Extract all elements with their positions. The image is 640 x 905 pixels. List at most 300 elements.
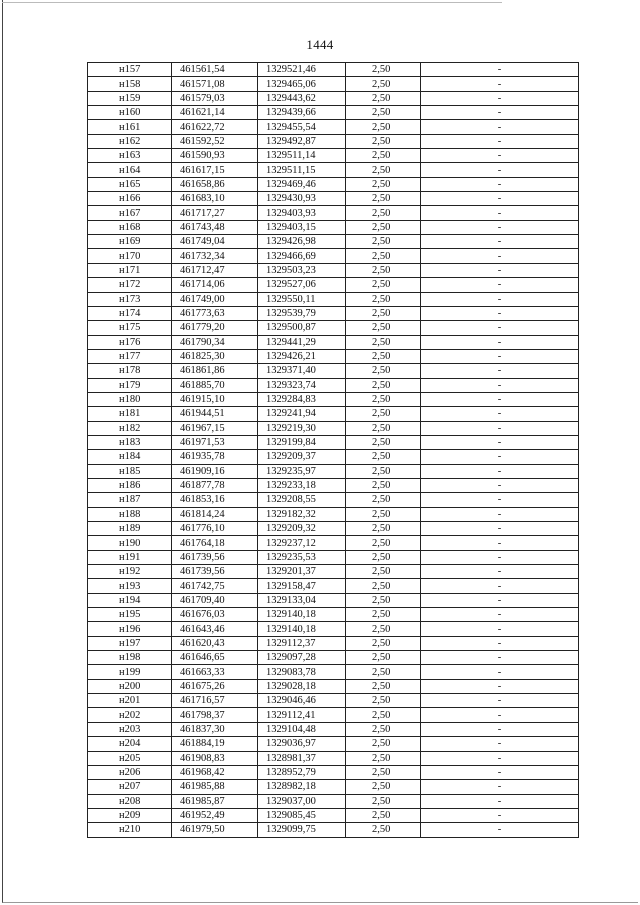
note-cell: - bbox=[421, 794, 579, 808]
note-cell: - bbox=[421, 335, 579, 349]
point-id-cell: н157 bbox=[88, 63, 172, 77]
x-coordinate-cell: 461944,51 bbox=[172, 407, 258, 421]
y-coordinate-cell: 1329046,46 bbox=[258, 694, 346, 708]
point-id-cell: н210 bbox=[88, 823, 172, 837]
point-id-cell: н171 bbox=[88, 263, 172, 277]
point-id-cell: н194 bbox=[88, 593, 172, 607]
point-id-cell: н197 bbox=[88, 636, 172, 650]
note-cell: - bbox=[421, 608, 579, 622]
table-row bbox=[88, 435, 579, 449]
y-coordinate-cell: 1329371,40 bbox=[258, 364, 346, 378]
y-coordinate-cell: 1329037,00 bbox=[258, 794, 346, 808]
note-cell: - bbox=[421, 407, 579, 421]
note-cell: - bbox=[421, 149, 579, 163]
table-row bbox=[88, 120, 579, 134]
point-id-cell: н209 bbox=[88, 808, 172, 822]
note-cell: - bbox=[421, 765, 579, 779]
x-coordinate-cell: 461909,16 bbox=[172, 464, 258, 478]
accuracy-cell: 2,50 bbox=[346, 794, 421, 808]
x-coordinate-cell: 461908,83 bbox=[172, 751, 258, 765]
point-id-cell: н198 bbox=[88, 651, 172, 665]
accuracy-cell: 2,50 bbox=[346, 593, 421, 607]
accuracy-cell: 2,50 bbox=[346, 565, 421, 579]
table-row bbox=[88, 694, 579, 708]
note-cell: - bbox=[421, 206, 579, 220]
accuracy-cell: 2,50 bbox=[346, 808, 421, 822]
accuracy-cell: 2,50 bbox=[346, 206, 421, 220]
note-cell: - bbox=[421, 651, 579, 665]
y-coordinate-cell: 1329208,55 bbox=[258, 493, 346, 507]
table-row bbox=[88, 335, 579, 349]
accuracy-cell: 2,50 bbox=[346, 679, 421, 693]
point-id-cell: н173 bbox=[88, 292, 172, 306]
x-coordinate-cell: 461884,19 bbox=[172, 737, 258, 751]
point-id-cell: н183 bbox=[88, 435, 172, 449]
y-coordinate-cell: 1329455,54 bbox=[258, 120, 346, 134]
accuracy-cell: 2,50 bbox=[346, 651, 421, 665]
x-coordinate-cell: 461622,72 bbox=[172, 120, 258, 134]
x-coordinate-cell: 461663,33 bbox=[172, 665, 258, 679]
point-id-cell: н175 bbox=[88, 321, 172, 335]
x-coordinate-cell: 461985,87 bbox=[172, 794, 258, 808]
accuracy-cell: 2,50 bbox=[346, 306, 421, 320]
point-id-cell: н202 bbox=[88, 708, 172, 722]
accuracy-cell: 2,50 bbox=[346, 249, 421, 263]
note-cell: - bbox=[421, 665, 579, 679]
accuracy-cell: 2,50 bbox=[346, 392, 421, 406]
note-cell: - bbox=[421, 450, 579, 464]
accuracy-cell: 2,50 bbox=[346, 708, 421, 722]
point-id-cell: н192 bbox=[88, 565, 172, 579]
x-coordinate-cell: 461935,78 bbox=[172, 450, 258, 464]
accuracy-cell: 2,50 bbox=[346, 91, 421, 105]
table-row bbox=[88, 622, 579, 636]
point-id-cell: н167 bbox=[88, 206, 172, 220]
point-id-cell: н176 bbox=[88, 335, 172, 349]
y-coordinate-cell: 1329284,83 bbox=[258, 392, 346, 406]
y-coordinate-cell: 1329219,30 bbox=[258, 421, 346, 435]
y-coordinate-cell: 1329500,87 bbox=[258, 321, 346, 335]
accuracy-cell: 2,50 bbox=[346, 63, 421, 77]
x-coordinate-cell: 461776,10 bbox=[172, 522, 258, 536]
accuracy-cell: 2,50 bbox=[346, 622, 421, 636]
accuracy-cell: 2,50 bbox=[346, 536, 421, 550]
table-row bbox=[88, 106, 579, 120]
accuracy-cell: 2,50 bbox=[346, 450, 421, 464]
accuracy-cell: 2,50 bbox=[346, 435, 421, 449]
table-row bbox=[88, 77, 579, 91]
note-cell: - bbox=[421, 192, 579, 206]
accuracy-cell: 2,50 bbox=[346, 694, 421, 708]
note-cell: - bbox=[421, 249, 579, 263]
point-id-cell: н203 bbox=[88, 722, 172, 736]
table-row bbox=[88, 593, 579, 607]
accuracy-cell: 2,50 bbox=[346, 349, 421, 363]
table-row bbox=[88, 708, 579, 722]
y-coordinate-cell: 1329511,15 bbox=[258, 163, 346, 177]
note-cell: - bbox=[421, 737, 579, 751]
x-coordinate-cell: 461712,47 bbox=[172, 263, 258, 277]
x-coordinate-cell: 461915,10 bbox=[172, 392, 258, 406]
x-coordinate-cell: 461853,16 bbox=[172, 493, 258, 507]
table-row bbox=[88, 192, 579, 206]
table-row bbox=[88, 278, 579, 292]
page-number: 1444 bbox=[306, 37, 334, 52]
point-id-cell: н158 bbox=[88, 77, 172, 91]
note-cell: - bbox=[421, 722, 579, 736]
x-coordinate-cell: 461885,70 bbox=[172, 378, 258, 392]
accuracy-cell: 2,50 bbox=[346, 321, 421, 335]
y-coordinate-cell: 1329209,32 bbox=[258, 522, 346, 536]
table-row bbox=[88, 378, 579, 392]
y-coordinate-cell: 1329085,45 bbox=[258, 808, 346, 822]
note-cell: - bbox=[421, 464, 579, 478]
accuracy-cell: 2,50 bbox=[346, 823, 421, 837]
y-coordinate-cell: 1329550,11 bbox=[258, 292, 346, 306]
x-coordinate-cell: 461683,10 bbox=[172, 192, 258, 206]
note-cell: - bbox=[421, 120, 579, 134]
point-id-cell: н206 bbox=[88, 765, 172, 779]
x-coordinate-cell: 461773,63 bbox=[172, 306, 258, 320]
table-row bbox=[88, 63, 579, 77]
table-row bbox=[88, 392, 579, 406]
x-coordinate-cell: 461779,20 bbox=[172, 321, 258, 335]
x-coordinate-cell: 461621,14 bbox=[172, 106, 258, 120]
note-cell: - bbox=[421, 421, 579, 435]
table-row bbox=[88, 249, 579, 263]
table-row bbox=[88, 493, 579, 507]
point-id-cell: н188 bbox=[88, 507, 172, 521]
table-row bbox=[88, 522, 579, 536]
accuracy-cell: 2,50 bbox=[346, 722, 421, 736]
x-coordinate-cell: 461579,03 bbox=[172, 91, 258, 105]
accuracy-cell: 2,50 bbox=[346, 522, 421, 536]
point-id-cell: н165 bbox=[88, 177, 172, 191]
table-row bbox=[88, 507, 579, 521]
table-row bbox=[88, 608, 579, 622]
point-id-cell: н169 bbox=[88, 235, 172, 249]
y-coordinate-cell: 1329426,21 bbox=[258, 349, 346, 363]
table-row bbox=[88, 464, 579, 478]
note-cell: - bbox=[421, 364, 579, 378]
accuracy-cell: 2,50 bbox=[346, 364, 421, 378]
y-coordinate-cell: 1329539,79 bbox=[258, 306, 346, 320]
y-coordinate-cell: 1329241,94 bbox=[258, 407, 346, 421]
point-id-cell: н177 bbox=[88, 349, 172, 363]
note-cell: - bbox=[421, 636, 579, 650]
point-id-cell: н187 bbox=[88, 493, 172, 507]
y-coordinate-cell: 1329403,15 bbox=[258, 220, 346, 234]
x-coordinate-cell: 461617,15 bbox=[172, 163, 258, 177]
point-id-cell: н185 bbox=[88, 464, 172, 478]
point-id-cell: н159 bbox=[88, 91, 172, 105]
accuracy-cell: 2,50 bbox=[346, 579, 421, 593]
accuracy-cell: 2,50 bbox=[346, 134, 421, 148]
note-cell: - bbox=[421, 392, 579, 406]
x-coordinate-cell: 461825,30 bbox=[172, 349, 258, 363]
note-cell: - bbox=[421, 478, 579, 492]
y-coordinate-cell: 1329511,14 bbox=[258, 149, 346, 163]
note-cell: - bbox=[421, 134, 579, 148]
table-row bbox=[88, 321, 579, 335]
y-coordinate-cell: 1329323,74 bbox=[258, 378, 346, 392]
note-cell: - bbox=[421, 163, 579, 177]
point-id-cell: н178 bbox=[88, 364, 172, 378]
point-id-cell: н204 bbox=[88, 737, 172, 751]
point-id-cell: н170 bbox=[88, 249, 172, 263]
table-row bbox=[88, 407, 579, 421]
table-row bbox=[88, 794, 579, 808]
table-row bbox=[88, 665, 579, 679]
point-id-cell: н186 bbox=[88, 478, 172, 492]
point-id-cell: н182 bbox=[88, 421, 172, 435]
x-coordinate-cell: 461709,40 bbox=[172, 593, 258, 607]
y-coordinate-cell: 1328952,79 bbox=[258, 765, 346, 779]
point-id-cell: н189 bbox=[88, 522, 172, 536]
accuracy-cell: 2,50 bbox=[346, 421, 421, 435]
table-row bbox=[88, 306, 579, 320]
accuracy-cell: 2,50 bbox=[346, 77, 421, 91]
x-coordinate-cell: 461739,56 bbox=[172, 550, 258, 564]
y-coordinate-cell: 1329443,62 bbox=[258, 91, 346, 105]
table-row bbox=[88, 651, 579, 665]
x-coordinate-cell: 461790,34 bbox=[172, 335, 258, 349]
note-cell: - bbox=[421, 751, 579, 765]
coordinates-table bbox=[87, 62, 579, 838]
note-cell: - bbox=[421, 378, 579, 392]
point-id-cell: н180 bbox=[88, 392, 172, 406]
x-coordinate-cell: 461743,48 bbox=[172, 220, 258, 234]
point-id-cell: н162 bbox=[88, 134, 172, 148]
table-row bbox=[88, 364, 579, 378]
x-coordinate-cell: 461749,04 bbox=[172, 235, 258, 249]
table-row bbox=[88, 349, 579, 363]
point-id-cell: н191 bbox=[88, 550, 172, 564]
y-coordinate-cell: 1329133,04 bbox=[258, 593, 346, 607]
x-coordinate-cell: 461764,18 bbox=[172, 536, 258, 550]
x-coordinate-cell: 461967,15 bbox=[172, 421, 258, 435]
y-coordinate-cell: 1329503,23 bbox=[258, 263, 346, 277]
y-coordinate-cell: 1329430,93 bbox=[258, 192, 346, 206]
accuracy-cell: 2,50 bbox=[346, 335, 421, 349]
y-coordinate-cell: 1329097,28 bbox=[258, 651, 346, 665]
point-id-cell: н195 bbox=[88, 608, 172, 622]
accuracy-cell: 2,50 bbox=[346, 192, 421, 206]
y-coordinate-cell: 1329466,69 bbox=[258, 249, 346, 263]
y-coordinate-cell: 1329199,84 bbox=[258, 435, 346, 449]
point-id-cell: н174 bbox=[88, 306, 172, 320]
note-cell: - bbox=[421, 780, 579, 794]
x-coordinate-cell: 461590,93 bbox=[172, 149, 258, 163]
accuracy-cell: 2,50 bbox=[346, 665, 421, 679]
x-coordinate-cell: 461675,26 bbox=[172, 679, 258, 693]
y-coordinate-cell: 1329209,37 bbox=[258, 450, 346, 464]
note-cell: - bbox=[421, 622, 579, 636]
y-coordinate-cell: 1329441,29 bbox=[258, 335, 346, 349]
accuracy-cell: 2,50 bbox=[346, 220, 421, 234]
note-cell: - bbox=[421, 694, 579, 708]
table-row bbox=[88, 450, 579, 464]
x-coordinate-cell: 461971,53 bbox=[172, 435, 258, 449]
x-coordinate-cell: 461979,50 bbox=[172, 823, 258, 837]
x-coordinate-cell: 461742,75 bbox=[172, 579, 258, 593]
accuracy-cell: 2,50 bbox=[346, 149, 421, 163]
note-cell: - bbox=[421, 220, 579, 234]
y-coordinate-cell: 1329028,18 bbox=[258, 679, 346, 693]
x-coordinate-cell: 461749,00 bbox=[172, 292, 258, 306]
x-coordinate-cell: 461643,46 bbox=[172, 622, 258, 636]
point-id-cell: н161 bbox=[88, 120, 172, 134]
x-coordinate-cell: 461861,86 bbox=[172, 364, 258, 378]
point-id-cell: н166 bbox=[88, 192, 172, 206]
y-coordinate-cell: 1329235,97 bbox=[258, 464, 346, 478]
table-row bbox=[88, 134, 579, 148]
x-coordinate-cell: 461571,08 bbox=[172, 77, 258, 91]
x-coordinate-cell: 461676,03 bbox=[172, 608, 258, 622]
accuracy-cell: 2,50 bbox=[346, 751, 421, 765]
point-id-cell: н200 bbox=[88, 679, 172, 693]
table-row bbox=[88, 478, 579, 492]
x-coordinate-cell: 461732,34 bbox=[172, 249, 258, 263]
x-coordinate-cell: 461798,37 bbox=[172, 708, 258, 722]
y-coordinate-cell: 1329201,37 bbox=[258, 565, 346, 579]
note-cell: - bbox=[421, 507, 579, 521]
point-id-cell: н160 bbox=[88, 106, 172, 120]
y-coordinate-cell: 1329182,32 bbox=[258, 507, 346, 521]
accuracy-cell: 2,50 bbox=[346, 263, 421, 277]
y-coordinate-cell: 1329158,47 bbox=[258, 579, 346, 593]
x-coordinate-cell: 461814,24 bbox=[172, 507, 258, 521]
y-coordinate-cell: 1329527,06 bbox=[258, 278, 346, 292]
note-cell: - bbox=[421, 263, 579, 277]
note-cell: - bbox=[421, 306, 579, 320]
y-coordinate-cell: 1329492,87 bbox=[258, 134, 346, 148]
note-cell: - bbox=[421, 349, 579, 363]
x-coordinate-cell: 461968,42 bbox=[172, 765, 258, 779]
point-id-cell: н205 bbox=[88, 751, 172, 765]
point-id-cell: н168 bbox=[88, 220, 172, 234]
table-row bbox=[88, 722, 579, 736]
note-cell: - bbox=[421, 565, 579, 579]
accuracy-cell: 2,50 bbox=[346, 608, 421, 622]
x-coordinate-cell: 461952,49 bbox=[172, 808, 258, 822]
note-cell: - bbox=[421, 593, 579, 607]
y-coordinate-cell: 1329439,66 bbox=[258, 106, 346, 120]
point-id-cell: н164 bbox=[88, 163, 172, 177]
note-cell: - bbox=[421, 493, 579, 507]
x-coordinate-cell: 461646,65 bbox=[172, 651, 258, 665]
point-id-cell: н163 bbox=[88, 149, 172, 163]
table-row bbox=[88, 737, 579, 751]
note-cell: - bbox=[421, 77, 579, 91]
x-coordinate-cell: 461592,52 bbox=[172, 134, 258, 148]
table-row bbox=[88, 579, 579, 593]
accuracy-cell: 2,50 bbox=[346, 235, 421, 249]
table-row bbox=[88, 823, 579, 837]
table-row bbox=[88, 780, 579, 794]
accuracy-cell: 2,50 bbox=[346, 765, 421, 779]
y-coordinate-cell: 1329140,18 bbox=[258, 622, 346, 636]
note-cell: - bbox=[421, 321, 579, 335]
y-coordinate-cell: 1329235,53 bbox=[258, 550, 346, 564]
point-id-cell: н199 bbox=[88, 665, 172, 679]
note-cell: - bbox=[421, 91, 579, 105]
point-id-cell: н179 bbox=[88, 378, 172, 392]
y-coordinate-cell: 1329036,97 bbox=[258, 737, 346, 751]
accuracy-cell: 2,50 bbox=[346, 407, 421, 421]
accuracy-cell: 2,50 bbox=[346, 464, 421, 478]
table-row bbox=[88, 751, 579, 765]
y-coordinate-cell: 1329403,93 bbox=[258, 206, 346, 220]
note-cell: - bbox=[421, 823, 579, 837]
y-coordinate-cell: 1329099,75 bbox=[258, 823, 346, 837]
table-row bbox=[88, 91, 579, 105]
note-cell: - bbox=[421, 679, 579, 693]
note-cell: - bbox=[421, 63, 579, 77]
x-coordinate-cell: 461561,54 bbox=[172, 63, 258, 77]
coordinates-table-body bbox=[88, 63, 579, 838]
top-rule bbox=[2, 2, 502, 3]
accuracy-cell: 2,50 bbox=[346, 120, 421, 134]
accuracy-cell: 2,50 bbox=[346, 278, 421, 292]
x-coordinate-cell: 461985,88 bbox=[172, 780, 258, 794]
y-coordinate-cell: 1329521,46 bbox=[258, 63, 346, 77]
accuracy-cell: 2,50 bbox=[346, 106, 421, 120]
x-coordinate-cell: 461877,78 bbox=[172, 478, 258, 492]
table-row bbox=[88, 292, 579, 306]
point-id-cell: н207 bbox=[88, 780, 172, 794]
table-row bbox=[88, 565, 579, 579]
y-coordinate-cell: 1329465,06 bbox=[258, 77, 346, 91]
table-row bbox=[88, 536, 579, 550]
note-cell: - bbox=[421, 435, 579, 449]
y-coordinate-cell: 1329112,37 bbox=[258, 636, 346, 650]
x-coordinate-cell: 461717,27 bbox=[172, 206, 258, 220]
y-coordinate-cell: 1329140,18 bbox=[258, 608, 346, 622]
y-coordinate-cell: 1329104,48 bbox=[258, 722, 346, 736]
table-row bbox=[88, 235, 579, 249]
y-coordinate-cell: 1329426,98 bbox=[258, 235, 346, 249]
note-cell: - bbox=[421, 278, 579, 292]
note-cell: - bbox=[421, 579, 579, 593]
point-id-cell: н172 bbox=[88, 278, 172, 292]
x-coordinate-cell: 461714,06 bbox=[172, 278, 258, 292]
x-coordinate-cell: 461837,30 bbox=[172, 722, 258, 736]
table-row bbox=[88, 220, 579, 234]
table-row bbox=[88, 163, 579, 177]
note-cell: - bbox=[421, 536, 579, 550]
note-cell: - bbox=[421, 292, 579, 306]
table-row bbox=[88, 550, 579, 564]
point-id-cell: н181 bbox=[88, 407, 172, 421]
y-coordinate-cell: 1328982,18 bbox=[258, 780, 346, 794]
table-row bbox=[88, 808, 579, 822]
point-id-cell: н193 bbox=[88, 579, 172, 593]
accuracy-cell: 2,50 bbox=[346, 177, 421, 191]
table-row bbox=[88, 421, 579, 435]
table-row bbox=[88, 177, 579, 191]
x-coordinate-cell: 461658,86 bbox=[172, 177, 258, 191]
note-cell: - bbox=[421, 177, 579, 191]
accuracy-cell: 2,50 bbox=[346, 378, 421, 392]
accuracy-cell: 2,50 bbox=[346, 737, 421, 751]
x-coordinate-cell: 461739,56 bbox=[172, 565, 258, 579]
point-id-cell: н208 bbox=[88, 794, 172, 808]
note-cell: - bbox=[421, 522, 579, 536]
y-coordinate-cell: 1328981,37 bbox=[258, 751, 346, 765]
table-row bbox=[88, 765, 579, 779]
y-coordinate-cell: 1329112,41 bbox=[258, 708, 346, 722]
